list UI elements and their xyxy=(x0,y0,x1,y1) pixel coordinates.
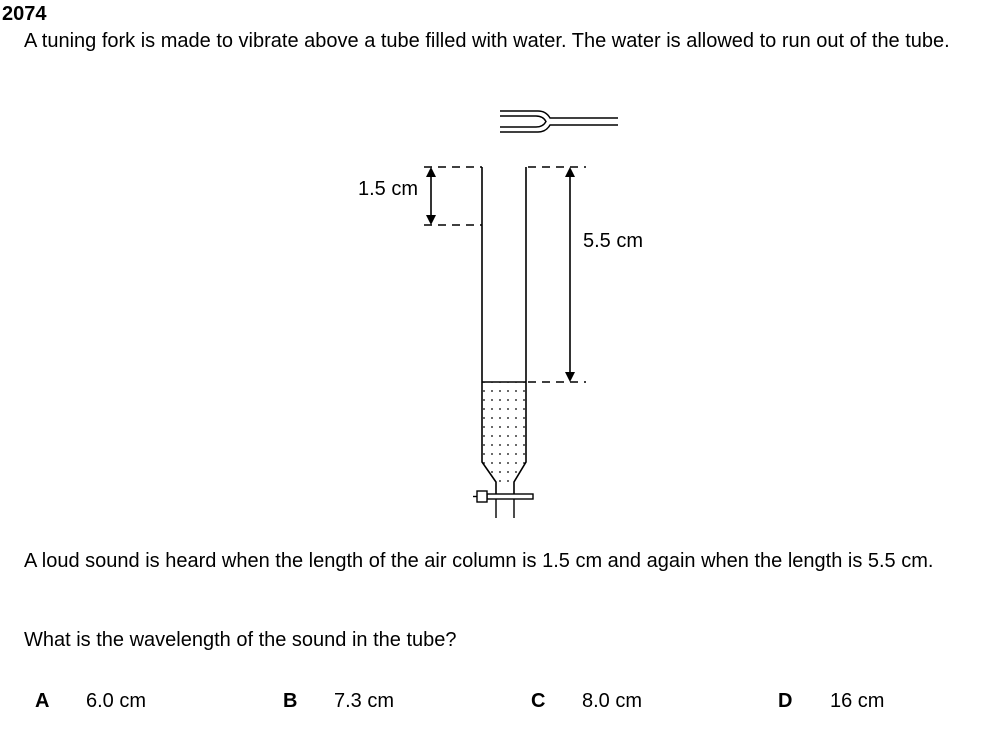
question-stem: A tuning fork is made to vibrate above a tube filled with water. The water is allowed to run out of the tube. xyxy=(24,30,950,52)
tap-valve xyxy=(473,491,533,518)
tuning-fork xyxy=(500,111,618,132)
question-prompt: What is the wavelength of the sound in the tube? xyxy=(24,629,457,651)
water-column xyxy=(482,382,526,482)
option-d-letter[interactable]: D xyxy=(778,690,793,712)
label-1-5cm: 1.5 cm xyxy=(358,178,419,200)
arrow-1-5cm xyxy=(426,167,436,225)
option-a-text[interactable]: 6.0 cm xyxy=(86,690,147,712)
option-c-text[interactable]: 8.0 cm xyxy=(582,690,643,712)
label-5-5cm: 5.5 cm xyxy=(583,230,644,252)
question-number: 2074 xyxy=(2,3,47,25)
arrow-5-5cm xyxy=(565,167,575,382)
option-d-text[interactable]: 16 cm xyxy=(830,690,885,712)
question-paragraph-2: A loud sound is heard when the length of the air column is 1.5 cm and again when the length is 5.5 cm. xyxy=(24,550,934,572)
option-b-letter[interactable]: B xyxy=(283,690,298,712)
option-a-letter[interactable]: A xyxy=(35,690,50,712)
option-c-letter[interactable]: C xyxy=(531,690,546,712)
option-b-text[interactable]: 7.3 cm xyxy=(334,690,395,712)
tube xyxy=(482,167,526,494)
